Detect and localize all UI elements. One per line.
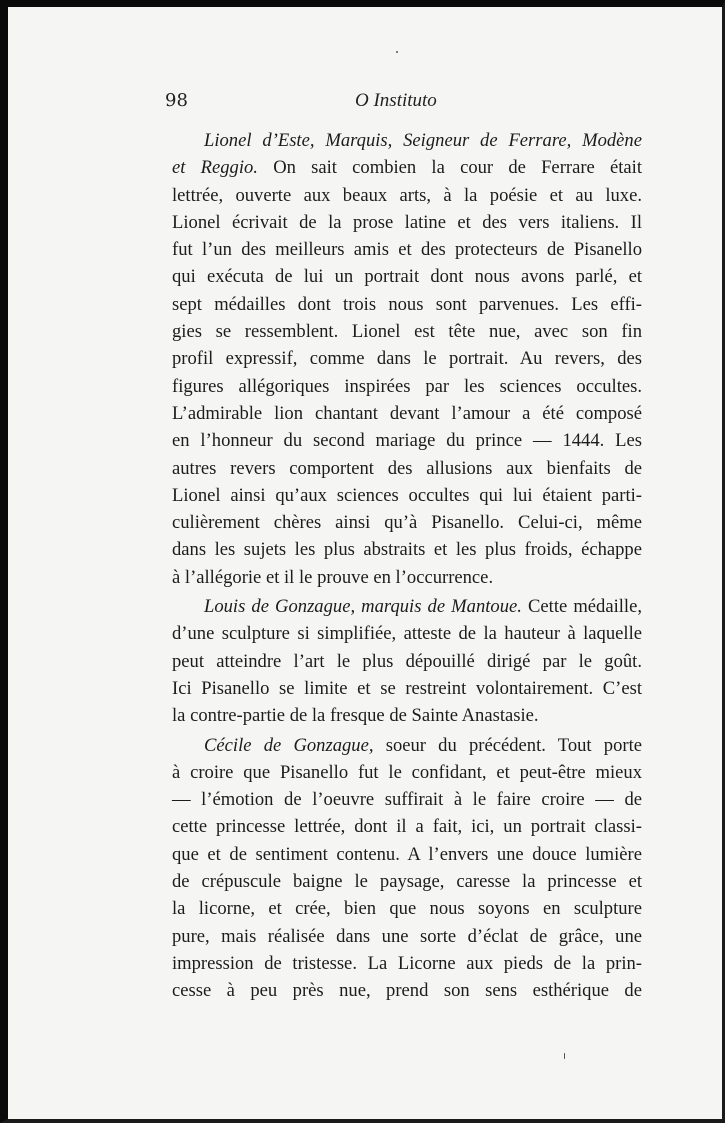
text-fragment: soeur du précédent. Tout porte [373, 734, 642, 756]
text-line: que et de sentiment contenu. A l’envers une douce lumière [172, 843, 642, 865]
text-line: — l’émotion de l’oeuvre suffirait à le faire croire — de [172, 789, 642, 811]
scan-speck [564, 1053, 565, 1059]
text-fragment: Cette médaille, [521, 596, 642, 618]
text-line: cesse à peu près nue, prend son sens esthérique de [172, 980, 642, 1002]
text-line: pure, mais réalisée dans une sorte d’éclat de grâce, une [172, 925, 642, 947]
text-line: peut atteindre l’art le plus dépouillé dirigé par le goût. [172, 650, 642, 672]
text-line: fut l’un des meilleurs amis et des protecteurs de Pisanello [172, 239, 642, 261]
text-line: dans les sujets les plus abstraits et les plus froids, échappe [172, 539, 642, 561]
text-line: profil expressif, comme dans le portrait. Au revers, des [172, 348, 642, 370]
text-line: Ici Pisanello se limite et se restreint volontairement. C’est [172, 677, 642, 699]
text-line: gies se ressemblent. Lionel est tête nue, avec son fin [172, 321, 642, 343]
text-line: à croire que Pisanello fut le confidant, et peut-être mieux [172, 761, 642, 783]
entry-heading-louis: Louis de Gonzague, marquis de Mantoue. [204, 596, 522, 618]
text-line: lettrée, ouverte aux beaux arts, à la poésie et au luxe. [172, 184, 642, 206]
body-text [172, 127, 642, 1005]
text-line: culièrement chères ainsi qu’à Pisanello. Celui-ci, même [172, 512, 642, 534]
text-line [172, 154, 642, 181]
text-line: cette princesse lettrée, dont il a fait, ici, un portrait classi- [172, 816, 642, 838]
entry-heading-cecile: Cécile de Gonzague, [204, 734, 374, 756]
text-line: Lionel écrivait de la prose latine et des vers italiens. Il [172, 211, 642, 233]
text-line: sept médailles dont trois nous sont parvenues. Les effi- [172, 293, 642, 315]
text-line: à l’allégorie et il le prouve en l’occurrence. [172, 566, 494, 588]
scan-speck [396, 51, 398, 53]
text-line: figures allégoriques inspirées par les sciences occultes. [172, 375, 642, 397]
page-header [165, 90, 645, 116]
running-title: O Instituto [355, 90, 437, 111]
text-line: de crépuscule baigne le paysage, caresse la princesse et [172, 871, 642, 893]
text-line: la licorne, et crée, bien que nous soyons en sculpture [172, 898, 642, 920]
entry-heading-lionel-cont: et Reggio. [172, 157, 258, 179]
text-line: d’une sculpture si simplifiée, atteste de la hauteur à laquelle [172, 623, 642, 645]
text-line [172, 593, 642, 620]
entry-heading-lionel: Lionel d’Este, Marquis, Seigneur de Ferrare, Modène [204, 130, 642, 151]
text-line: en l’honneur du second mariage du prince — 1444. Les [172, 430, 642, 452]
text-line: L’admirable lion chantant devant l’amour a été composé [172, 402, 642, 424]
text-line: qui exécuta de lui un portrait dont nous avons parlé, et [172, 266, 642, 288]
text-line: Lionel ainsi qu’aux sciences occultes qui lui étaient parti- [172, 484, 642, 506]
text-line [172, 127, 642, 154]
text-line: autres revers comportent des allusions aux bienfaits de [172, 457, 642, 479]
text-fragment: On sait combien la cour de Ferrare était [257, 157, 642, 179]
text-line [172, 732, 642, 759]
text-line: impression de tristesse. La Licorne aux pieds de la prin- [172, 952, 642, 974]
text-line: la contre-partie de la fresque de Sainte Anastasie. [172, 705, 539, 727]
page-number: 98 [165, 90, 188, 111]
